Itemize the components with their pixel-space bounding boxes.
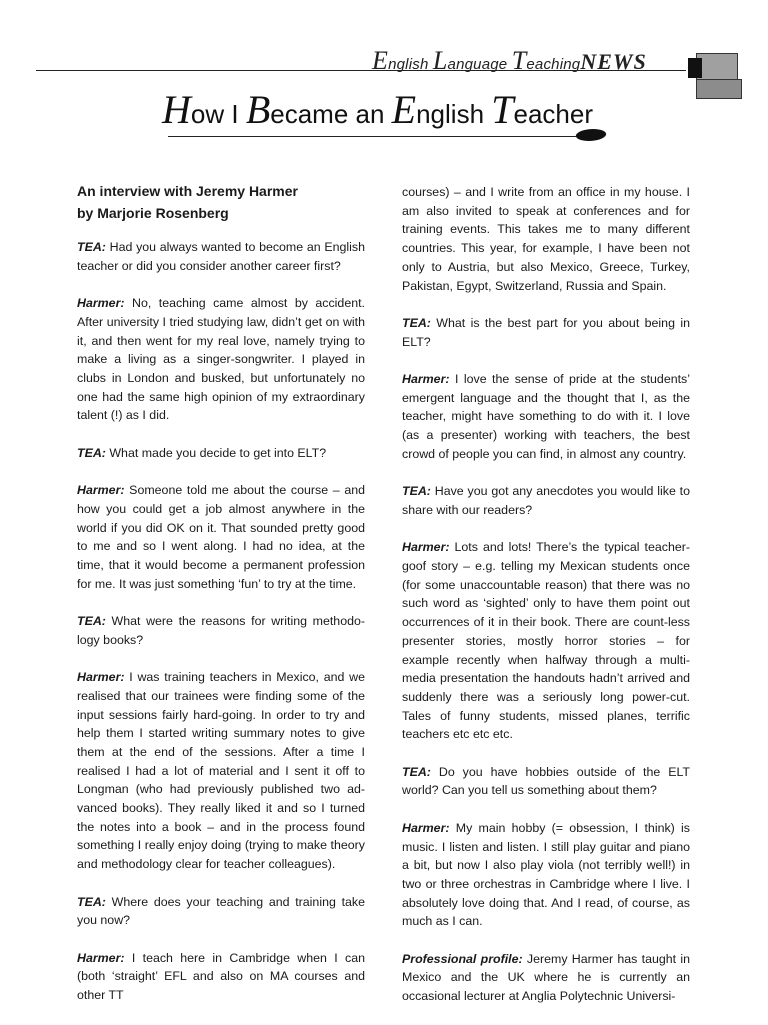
speaker-label: TEA: bbox=[77, 614, 106, 628]
paragraph-text: Jeremy Harmer has taught in Mexico and the UK where he is currently an occasional lecturer at Anglia Polytechnic Universi- bbox=[402, 951, 690, 1004]
paragraph-text: Have you got any anecdotes you would like to share with our readers? bbox=[402, 484, 690, 517]
logo-block-top bbox=[696, 53, 738, 81]
interview-paragraph bbox=[402, 370, 690, 464]
masthead-initial-l: L bbox=[432, 46, 448, 75]
header-rule bbox=[36, 70, 686, 71]
speaker-label: TEA: bbox=[402, 764, 431, 779]
interview-paragraph bbox=[77, 893, 365, 930]
paragraph-text: courses) – and I write from an office in my house. I am also invited to speak at conferences and for training events. This takes me to many different countries. This year, for example, I have been not only to Austria, but also Mexico, Greece, Turkey, Pakistan, Egypt, Switzerland, Russia and Spain. bbox=[402, 185, 690, 293]
title-text: nglish bbox=[416, 99, 492, 129]
paragraph-text: I love the sense of pride at the students’ emergent language and the thought that I, as the teacher, might have something to do with it. I love (as a presenter) working with teachers, the best crowd of people you can find, in almost any country. bbox=[402, 372, 690, 461]
masthead bbox=[372, 46, 672, 76]
paragraph-text: What made you decide to get into ELT? bbox=[105, 445, 327, 460]
interview-paragraph bbox=[402, 314, 690, 351]
paragraph-text: Had you always wanted to become an English teacher or did you consider another career first? bbox=[77, 240, 365, 273]
right-paragraphs bbox=[402, 183, 690, 1006]
masthead-text: eaching bbox=[526, 56, 581, 73]
interview-paragraph bbox=[402, 763, 690, 800]
paragraph-text: Someone told me about the course – and how you could get a job almost anywhere in the world if you did OK on it. That sounded pretty good to me and so I went along. I had no idea, at the time, that it would become a permanent profession for me. It was just something ‘fun’ to try at the time. bbox=[77, 483, 365, 591]
interview-paragraph bbox=[402, 482, 690, 519]
masthead-text: nglish bbox=[388, 56, 433, 73]
interview-paragraph bbox=[77, 238, 365, 275]
paragraph-text: Where does your teaching and training take you now? bbox=[77, 894, 365, 928]
byline bbox=[77, 180, 365, 224]
byline-interview: An interview with Jeremy Harmer bbox=[77, 183, 298, 199]
speaker-label: TEA: bbox=[77, 894, 106, 909]
paragraph-text: I teach here in Cambridge when I can (both ‘straight’ EFL and also on MA courses and other TT bbox=[77, 950, 365, 1003]
logo-block-bottom bbox=[696, 79, 742, 99]
title-initial: E bbox=[391, 87, 417, 132]
paragraph-text: What were the reasons for writing methodo-logy books? bbox=[77, 614, 365, 647]
speaker-label: Harmer: bbox=[77, 296, 125, 311]
paragraph-text: No, teaching came almost by accident. After university I tried studying law, didn’t get on with it, and then went for my real love, namely trying to make a living as a singer-songwriter. I played in clubs in London and busked, but unfortunately no one had the same high opinion of my extraordinary talent (!) as I did. bbox=[77, 296, 365, 423]
speaker-label: TEA: bbox=[77, 445, 106, 460]
speaker-label: Harmer: bbox=[77, 483, 125, 498]
title-text: ow I bbox=[190, 99, 246, 129]
interview-paragraph bbox=[77, 481, 365, 593]
paragraph-text: I was training teachers in Mexico, and we realised that our trainees were finding some of the input sessions fairly hard-going. In order to try and help them I started writing summary notes to give them at the end of the sessions. After a time I realised I had a lot of material and I sent it off to Longman (who had previously published two ad-vanced books). They really liked it and so I turned the notes into a book – and in the process found something I really enjoy doing (trying to make theory and methodology clear for teacher colleagues). bbox=[77, 670, 365, 872]
masthead-news: NEWS bbox=[580, 49, 647, 74]
title-underline-ornament bbox=[574, 129, 608, 141]
logo-block-dark bbox=[688, 58, 702, 78]
masthead-text: anguage bbox=[447, 56, 512, 73]
paragraph-text: My main hobby (= obsession, I think) is music. I listen and listen. I still play guitar and piano a bit, but now I also play viola (not terribly well!) in two or three orchestras in Cambridge where I live. I absolutely love doing that. And I read, of course, as much as I can. bbox=[402, 820, 690, 929]
speaker-label: TEA: bbox=[402, 315, 431, 330]
speaker-label: Harmer: bbox=[402, 820, 450, 835]
speaker-label: Harmer: bbox=[77, 670, 125, 685]
title-initial: B bbox=[245, 87, 271, 132]
masthead-initial-e: E bbox=[372, 46, 389, 75]
interview-paragraph bbox=[402, 950, 690, 1006]
interview-paragraph bbox=[402, 819, 690, 931]
interview-paragraph bbox=[77, 444, 365, 463]
paragraph-text: What is the best part for you about being in ELT? bbox=[402, 315, 690, 349]
speaker-label: TEA: bbox=[77, 240, 106, 254]
paragraph-text: Do you have hobbies outside of the ELT world? Can you tell us something about them? bbox=[402, 764, 690, 798]
interview-paragraph bbox=[402, 183, 690, 295]
masthead-initial-t: T bbox=[511, 46, 527, 75]
speaker-label: TEA: bbox=[402, 484, 431, 499]
interview-paragraph bbox=[77, 668, 365, 874]
left-paragraphs bbox=[77, 238, 365, 1005]
interview-paragraph bbox=[402, 538, 690, 744]
title-underline bbox=[168, 136, 598, 137]
title-initial: T bbox=[491, 87, 514, 132]
interview-paragraph bbox=[77, 949, 365, 1005]
article-title bbox=[162, 87, 622, 132]
right-column bbox=[402, 183, 690, 1025]
speaker-label: Harmer: bbox=[77, 950, 125, 965]
title-text: ecame an bbox=[270, 99, 392, 129]
title-initial: H bbox=[162, 87, 191, 132]
paragraph-text: Lots and lots! There’s the typical teacher-goof story – e.g. telling my Mexican students once (for some unaccountable reason) that there was no such word as ‘sighted’ only to have them point out occurrences of it in their book. There are count-less presenter stories, mostly horror stories – for example recently when halfway through a multi-media presentation the handouts hadn’t arrived and suddenly there was a seriously long power-cut. Tales of funny students, missed planes, terrific teachers etc etc etc. bbox=[402, 540, 690, 742]
speaker-label: Harmer: bbox=[402, 372, 450, 386]
interview-paragraph bbox=[77, 294, 365, 425]
interview-paragraph bbox=[77, 612, 365, 649]
speaker-label: Harmer: bbox=[402, 540, 450, 555]
title-text: eacher bbox=[513, 99, 593, 129]
byline-author: by Marjorie Rosenberg bbox=[77, 205, 229, 221]
speaker-label: Professional profile: bbox=[402, 951, 523, 966]
left-column bbox=[77, 180, 365, 1023]
